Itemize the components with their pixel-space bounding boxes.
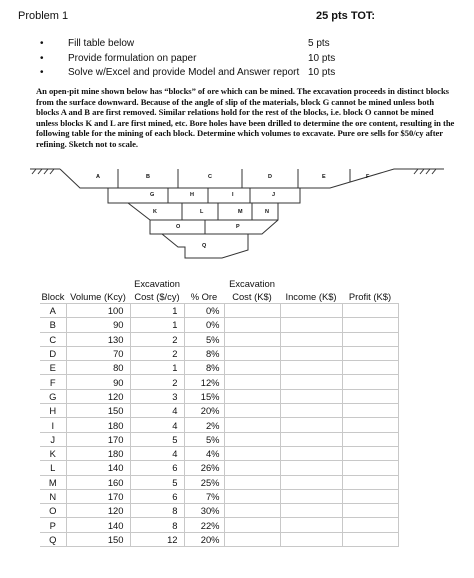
task-text: Provide formulation on paper [68, 53, 197, 64]
block-label: C [208, 174, 212, 180]
table-cell[interactable] [342, 489, 398, 503]
table-cell[interactable]: G [40, 389, 66, 403]
table-cell[interactable]: 140 [66, 518, 130, 532]
block-label: L [200, 209, 204, 215]
points-total: 25 pts TOT: [316, 10, 376, 22]
group-header: Excavation [229, 278, 275, 289]
table-cell[interactable] [224, 389, 280, 403]
block-label: O [176, 224, 181, 230]
table-row [40, 304, 398, 318]
table-cell[interactable] [280, 318, 342, 332]
table-row [40, 532, 398, 546]
table-cell[interactable] [280, 489, 342, 503]
table-cell[interactable]: J [40, 432, 66, 446]
task-points: 10 pts [308, 53, 336, 64]
table-cell[interactable] [342, 446, 398, 460]
table-row [40, 518, 398, 532]
table-cell[interactable] [280, 304, 342, 318]
table-cell[interactable]: 0% [184, 304, 224, 318]
column-header: Income (K$) [285, 290, 337, 302]
table-cell[interactable]: 90 [66, 375, 130, 389]
table-cell[interactable]: 4 [130, 446, 184, 460]
table-cell[interactable] [224, 532, 280, 546]
table-cell[interactable] [224, 432, 280, 446]
table-cell[interactable] [342, 532, 398, 546]
table-row [40, 389, 398, 403]
table-cell[interactable]: 130 [66, 332, 130, 346]
table-cell[interactable] [342, 432, 398, 446]
table-row [40, 489, 398, 503]
table-cell[interactable]: 1 [130, 304, 184, 318]
table-cell[interactable]: D [40, 346, 66, 360]
table-row [40, 446, 398, 460]
table-cell[interactable]: 5 [130, 432, 184, 446]
table-cell[interactable]: 22% [184, 518, 224, 532]
table-cell[interactable]: 150 [66, 532, 130, 546]
table-cell[interactable]: 8 [130, 518, 184, 532]
table-cell[interactable]: 1 [130, 318, 184, 332]
column-header: Cost ($/cy) [134, 290, 180, 302]
table-cell[interactable]: F [40, 375, 66, 389]
table-cell[interactable] [224, 504, 280, 518]
table-cell[interactable] [224, 404, 280, 418]
table-cell[interactable]: 120 [66, 389, 130, 403]
table-cell[interactable] [224, 461, 280, 475]
table-row [40, 461, 398, 475]
table-cell[interactable]: 30% [184, 504, 224, 518]
table-row [40, 475, 398, 489]
table-cell[interactable]: 4 [130, 404, 184, 418]
table-cell[interactable]: 4% [184, 446, 224, 460]
table-cell[interactable] [224, 475, 280, 489]
table-cell[interactable] [342, 504, 398, 518]
table-cell[interactable]: 6 [130, 461, 184, 475]
table-cell[interactable] [342, 518, 398, 532]
table-cell[interactable]: H [40, 404, 66, 418]
table-cell[interactable]: 26% [184, 461, 224, 475]
table-cell[interactable] [342, 318, 398, 332]
table-cell[interactable]: 2% [184, 418, 224, 432]
ore-block-table [40, 278, 399, 547]
table-cell[interactable]: 5 [130, 475, 184, 489]
table-row [40, 332, 398, 346]
table-cell[interactable] [280, 375, 342, 389]
table-cell[interactable] [342, 418, 398, 432]
table-cell[interactable] [280, 475, 342, 489]
table-cell[interactable]: O [40, 504, 66, 518]
table-row [40, 432, 398, 446]
problem-title: Problem 1 [18, 10, 69, 22]
table-cell[interactable]: Q [40, 532, 66, 546]
table-cell[interactable]: 8 [130, 504, 184, 518]
table-cell[interactable]: 20% [184, 404, 224, 418]
table-cell[interactable]: 160 [66, 475, 130, 489]
table-cell[interactable]: 6 [130, 489, 184, 503]
table-cell[interactable]: 90 [66, 318, 130, 332]
table-cell[interactable]: 12% [184, 375, 224, 389]
table-cell[interactable] [280, 532, 342, 546]
task-points: 5 pts [308, 38, 330, 49]
table-cell[interactable]: 20% [184, 532, 224, 546]
table-cell[interactable]: 120 [66, 504, 130, 518]
table-cell[interactable]: 80 [66, 361, 130, 375]
table-cell[interactable] [342, 346, 398, 360]
table-cell[interactable]: 170 [66, 489, 130, 503]
table-cell[interactable]: 5% [184, 432, 224, 446]
table-cell[interactable] [280, 404, 342, 418]
table-cell[interactable] [224, 318, 280, 332]
block-label: P [236, 224, 240, 230]
table-cell[interactable] [342, 375, 398, 389]
table-cell[interactable]: A [40, 304, 66, 318]
table-cell[interactable] [224, 361, 280, 375]
table-cell[interactable] [342, 389, 398, 403]
table-row [40, 504, 398, 518]
table-cell[interactable]: 1 [130, 361, 184, 375]
table-cell[interactable]: I [40, 418, 66, 432]
table-cell[interactable]: 170 [66, 432, 130, 446]
table-cell[interactable] [224, 375, 280, 389]
table-cell[interactable] [280, 346, 342, 360]
table-cell[interactable] [342, 461, 398, 475]
task-text: Fill table below [68, 38, 135, 49]
table-row [40, 375, 398, 389]
bullet-icon: • [40, 53, 44, 64]
table-cell[interactable] [342, 361, 398, 375]
table-cell[interactable] [280, 432, 342, 446]
bullet-icon: • [40, 38, 44, 49]
group-header: Excavation [134, 278, 180, 289]
column-header: Profit (K$) [348, 290, 392, 302]
task-points: 10 pts [308, 67, 336, 78]
table-cell[interactable]: B [40, 318, 66, 332]
table-cell[interactable]: 7% [184, 489, 224, 503]
table-cell[interactable] [342, 304, 398, 318]
table-cell[interactable]: 70 [66, 346, 130, 360]
table-cell[interactable] [280, 418, 342, 432]
table-cell[interactable] [280, 461, 342, 475]
table-cell[interactable]: 2 [130, 375, 184, 389]
table-cell[interactable] [342, 475, 398, 489]
block-label: Q [202, 243, 207, 249]
table-row [40, 418, 398, 432]
table-cell[interactable] [224, 332, 280, 346]
column-header: Volume (Kcy) [70, 290, 126, 302]
block-label: E [322, 174, 326, 180]
column-header: % Ore [190, 290, 218, 302]
block-label: J [272, 192, 276, 198]
table-cell[interactable]: E [40, 361, 66, 375]
table-cell[interactable] [224, 304, 280, 318]
table-cell[interactable]: 2 [130, 346, 184, 360]
table-cell[interactable]: M [40, 475, 66, 489]
table-cell[interactable]: 12 [130, 532, 184, 546]
task-text: Solve w/Excel and provide Model and Answer report [68, 67, 300, 78]
table-cell[interactable]: 4 [130, 418, 184, 432]
table-cell[interactable] [280, 332, 342, 346]
table-cell[interactable]: 8% [184, 361, 224, 375]
table-cell[interactable] [342, 404, 398, 418]
column-header: Block [41, 290, 65, 302]
column-header: Cost (K$) [232, 290, 272, 302]
table-cell[interactable]: 5% [184, 332, 224, 346]
table-row [40, 318, 398, 332]
open-pit-diagram [0, 0, 474, 270]
block-label: G [150, 192, 155, 198]
table-cell[interactable] [280, 518, 342, 532]
block-label: N [265, 209, 269, 215]
table-cell[interactable]: C [40, 332, 66, 346]
table-cell[interactable]: 15% [184, 389, 224, 403]
table-cell[interactable] [280, 446, 342, 460]
table-cell[interactable] [280, 504, 342, 518]
table-row [40, 404, 398, 418]
table-cell[interactable] [224, 346, 280, 360]
block-label: D [268, 174, 272, 180]
table-cell[interactable]: L [40, 461, 66, 475]
block-label: I [232, 192, 234, 198]
table-cell[interactable] [224, 518, 280, 532]
table-cell[interactable]: K [40, 446, 66, 460]
table-cell[interactable] [280, 361, 342, 375]
table-cell[interactable]: 0% [184, 318, 224, 332]
table-cell[interactable]: 150 [66, 404, 130, 418]
table-cell[interactable]: 3 [130, 389, 184, 403]
table-cell[interactable]: 180 [66, 446, 130, 460]
table-cell[interactable]: 140 [66, 461, 130, 475]
table-cell[interactable]: 2 [130, 332, 184, 346]
block-label: M [238, 209, 243, 215]
problem-statement: An open-pit mine shown below has “blocks” of ore which can be mined. The excavation proceeds in distinct blocks from the surface downward. Because of the angle of slip of the materials, block G cannot be mined unless both blocks A and B are first removed. Similar relations hold for the rest of the blocks, i.e. block O cannot be mined unless blocks K and L are first mined, etc. Bore holes have been drilled to determine the ore content, resulting in the following table for the mining of each block. Determine which volumes to excavate. Pure ore sells for $50/cy after refining. Sketch not to scale. [36, 86, 455, 149]
block-label: H [190, 192, 194, 198]
table-cell[interactable] [224, 418, 280, 432]
table-cell[interactable]: N [40, 489, 66, 503]
block-label: K [153, 209, 157, 215]
table-cell[interactable]: 25% [184, 475, 224, 489]
table-cell[interactable] [224, 489, 280, 503]
table-row [40, 346, 398, 360]
table-cell[interactable] [342, 332, 398, 346]
table-cell[interactable]: 100 [66, 304, 130, 318]
table-cell[interactable]: P [40, 518, 66, 532]
table-cell[interactable]: 180 [66, 418, 130, 432]
table-row [40, 361, 398, 375]
bullet-icon: • [40, 67, 44, 78]
table-cell[interactable] [224, 446, 280, 460]
block-label: B [146, 174, 150, 180]
block-label: F [366, 174, 370, 180]
table-cell[interactable]: 8% [184, 346, 224, 360]
table-cell[interactable] [280, 389, 342, 403]
block-label: A [96, 174, 100, 180]
